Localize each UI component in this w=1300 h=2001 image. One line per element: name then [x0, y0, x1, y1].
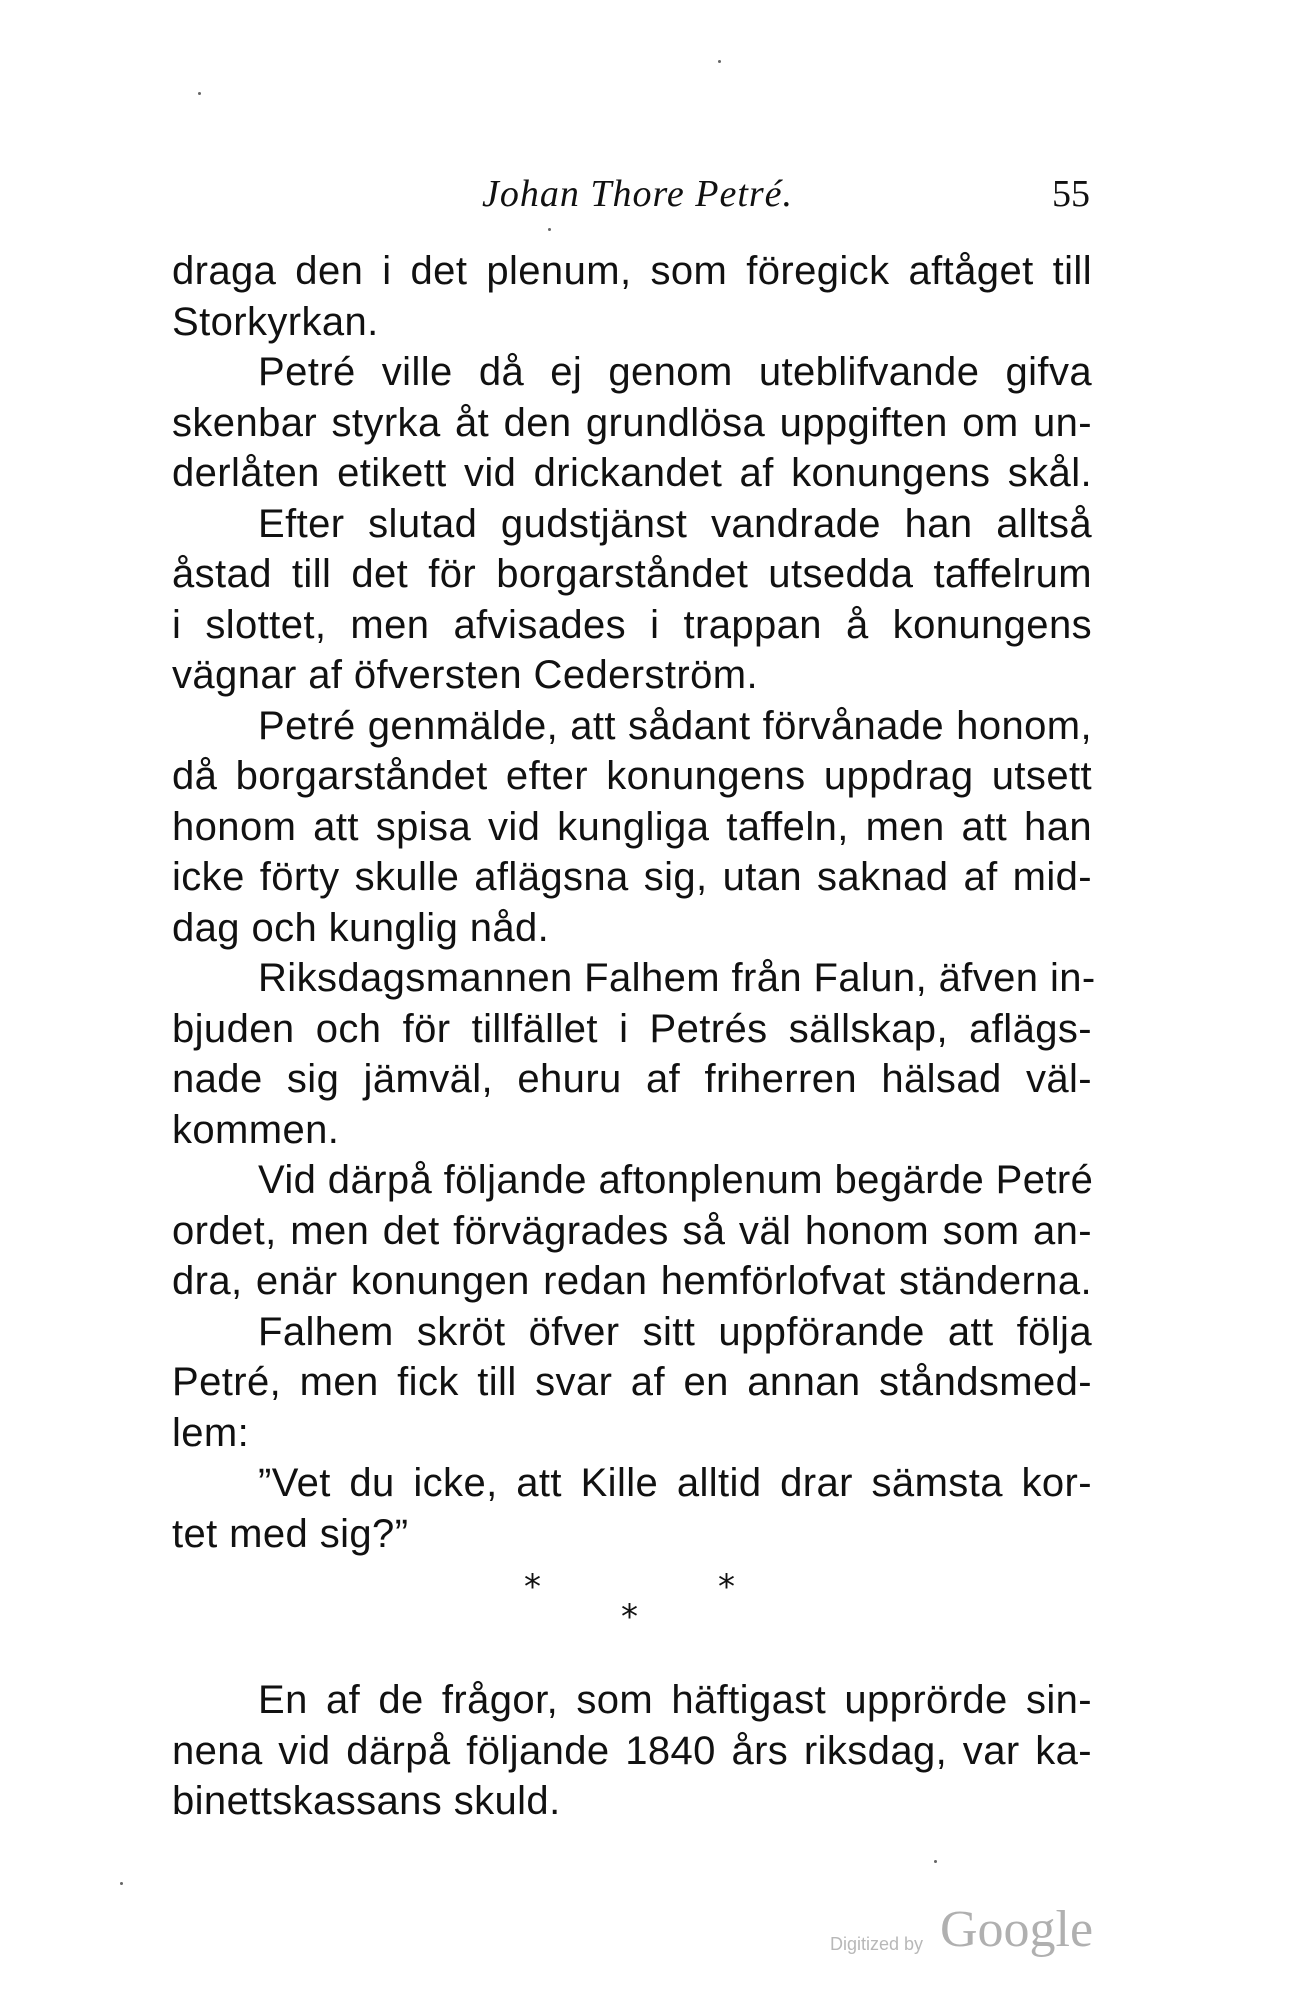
text-line: nade sig jämväl, ehuru af friherren hälsad väl-	[172, 1057, 1092, 1101]
text-line: binettskassans skuld.	[172, 1779, 561, 1823]
text-line: skenbar styrka åt den grundlösa uppgiften om un-	[172, 400, 1092, 445]
text-line: icke förty skulle aflägsna sig, utan saknad af mid-	[172, 855, 1092, 899]
text-line: Petré ville då ej genom uteblifvande gifva	[258, 350, 1092, 394]
text-line: i slottet, men afvisades i trappan å konungens	[172, 602, 1092, 647]
scan-speck	[718, 60, 721, 63]
section-break-asterisks	[172, 1559, 1092, 1675]
body-text	[172, 246, 1096, 1827]
asterisk: *	[718, 1567, 735, 1607]
text-line: Falhem skröt öfver sitt uppförande att följa	[258, 1309, 1092, 1354]
text-line: då borgarståndet efter konungens uppdrag utsett	[172, 754, 1092, 798]
scan-speck	[120, 1882, 123, 1885]
text-line: Riksdagsmannen Falhem från Falun, äfven in-	[258, 956, 1096, 1000]
text-line: vägnar af öfversten Cederström.	[172, 653, 758, 697]
text-line: Vid därpå följande aftonplenum begärde Petré	[258, 1158, 1094, 1202]
text-line: dra, enär konungen redan hemförlofvat ständerna.	[172, 1259, 1092, 1303]
asterisk: *	[621, 1597, 638, 1637]
digitized-by-watermark	[830, 1900, 1110, 1960]
asterisk: *	[524, 1567, 541, 1607]
scan-speck	[198, 92, 201, 95]
watermark-small-text: Digitized by	[830, 1934, 924, 1954]
text-line: dag och kunglig nåd.	[172, 905, 550, 950]
text-line: draga den i det plenum, som föregick aftåget till	[172, 249, 1092, 293]
text-line: bjuden och för tillfället i Petrés sällskap, aflägs-	[172, 1006, 1092, 1051]
scan-speck	[934, 1860, 937, 1863]
text-line: Storkyrkan.	[172, 299, 379, 344]
text-line: kommen.	[172, 1107, 340, 1152]
text-line: ordet, men det förvägrades så väl honom som an-	[172, 1208, 1092, 1253]
text-line: En af de frågor, som häftigast upprörde sin-	[258, 1678, 1092, 1722]
running-title: Johan Thore Petré.	[482, 173, 794, 215]
text-line: ”Vet du icke, att Kille alltid drar sämsta kor-	[258, 1461, 1092, 1505]
scan-speck	[548, 228, 551, 231]
running-head	[170, 172, 1090, 232]
text-line: åstad till det för borgarståndet utsedda taffelrum	[172, 552, 1092, 596]
text-line: nena vid därpå följande 1840 års riksdag, var ka-	[172, 1728, 1092, 1773]
text-line: tet med sig?”	[172, 1511, 409, 1556]
page-number: 55	[1052, 173, 1090, 215]
text-line: Petré genmälde, att sådant förvånade honom,	[258, 703, 1092, 748]
text-line: derlåten etikett vid drickandet af konungens skål.	[172, 451, 1092, 495]
text-line: lem:	[172, 1410, 250, 1455]
text-line: Petré, men fick till svar af en annan ståndsmed-	[172, 1360, 1092, 1404]
text-line: honom att spisa vid kungliga taffeln, men att han	[172, 804, 1092, 849]
watermark-logo-text: Google	[940, 1901, 1094, 1958]
text-line: Efter slutad gudstjänst vandrade han alltså	[258, 501, 1092, 546]
